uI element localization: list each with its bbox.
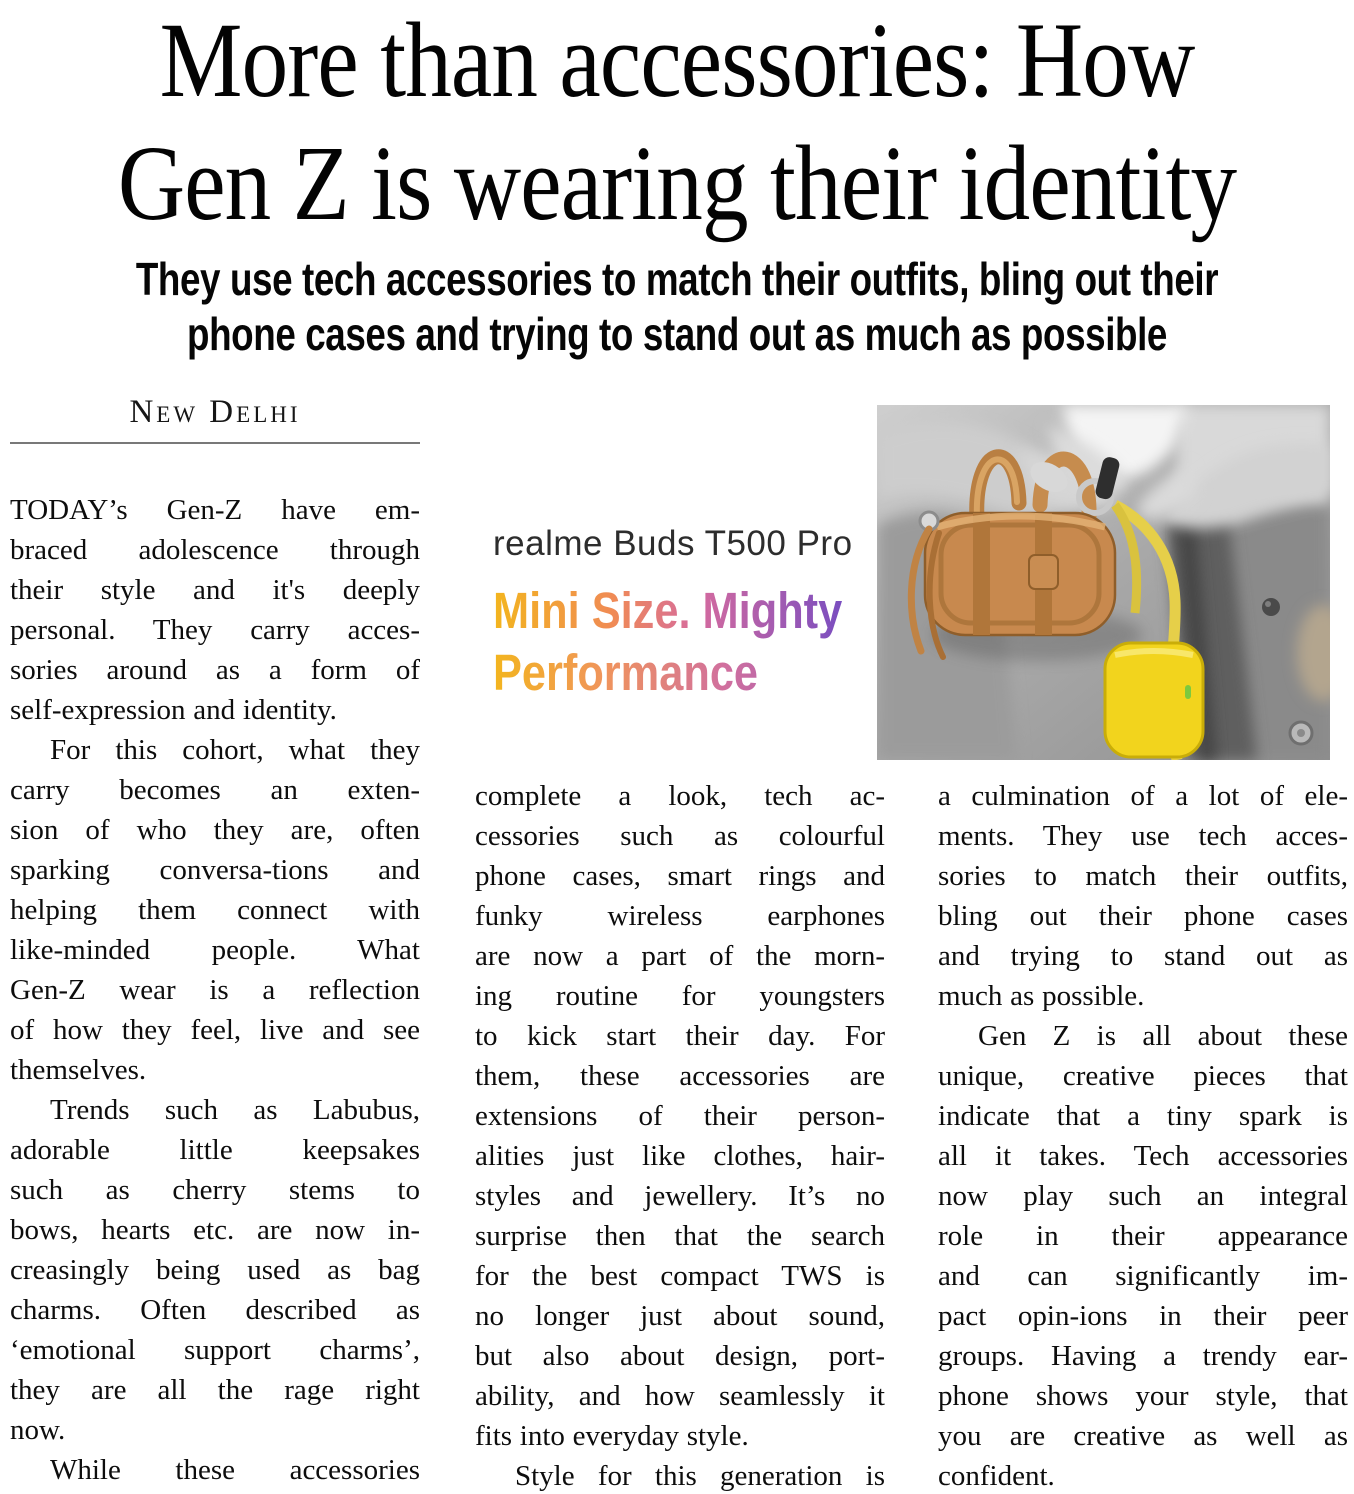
ad-tagline-line-2: Performance	[493, 642, 842, 704]
body-line: ‘emotional support charms’,	[10, 1334, 420, 1366]
body-line: funky wireless earphones	[475, 900, 885, 932]
body-line: Gen-Z wear is a reflection	[10, 974, 420, 1006]
yellow-earbuds-case	[1105, 643, 1203, 757]
body-line: indicate that a tiny spark is	[938, 1100, 1348, 1132]
body-line: creasingly being used as bag	[10, 1254, 420, 1286]
body-line: Trends such as Labubus,	[50, 1094, 420, 1126]
body-line: for the best compact TWS is	[475, 1260, 885, 1292]
ad-copy	[493, 524, 904, 704]
body-line: sion of who they are, often	[10, 814, 420, 846]
body-column-2	[475, 776, 885, 1494]
body-line: braced adolescence through	[10, 534, 420, 566]
body-line: cessories such as colourful	[475, 820, 885, 852]
ad-tagline	[493, 580, 904, 704]
body-line: For this cohort, what they	[50, 734, 420, 766]
body-line: extensions of their person-	[475, 1100, 885, 1132]
body-line: pact opin-ions in their peer	[938, 1300, 1348, 1332]
ad-product-name: realme Buds T500 Pro	[493, 524, 853, 563]
body-line: role in their appearance	[938, 1220, 1348, 1252]
body-line: ability, and how seamlessly it	[475, 1380, 885, 1412]
body-line: unique, creative pieces that	[938, 1060, 1348, 1092]
body-column-1	[10, 490, 420, 1490]
body-line: adorable little keepsakes	[10, 1134, 420, 1166]
body-line: now.	[10, 1414, 66, 1446]
body-line: Gen Z is all about these	[978, 1020, 1348, 1052]
subheadline-line-2: phone cases and trying to stand out as much as possible	[186, 308, 1167, 360]
body-line: such as cherry stems to	[10, 1174, 420, 1206]
body-line: ments. They use tech acces-	[938, 820, 1348, 852]
body-line: bling out their phone cases	[938, 900, 1348, 932]
subheadline-line-1: They use tech accessories to match their outfits, bling out their	[135, 253, 1219, 305]
body-line: Style for this generation is	[515, 1460, 885, 1492]
body-line: all it takes. Tech accessories	[938, 1140, 1348, 1172]
body-line: and can significantly im-	[938, 1260, 1348, 1292]
body-line: complete a look, tech ac-	[475, 780, 885, 812]
headline	[0, 0, 1354, 246]
body-line: a culmination of a lot of ele-	[938, 780, 1348, 812]
subheadline	[0, 252, 1354, 362]
case-led	[1185, 685, 1191, 699]
body-line: TODAY’s Gen-Z have em-	[10, 494, 420, 526]
ad-photo	[877, 405, 1330, 760]
dateline-text: New Delhi	[129, 394, 301, 430]
headline-line-2: Gen Z is wearing their identity	[117, 125, 1237, 243]
body-line: no longer just about sound,	[475, 1300, 885, 1332]
body-line: alities just like clothes, hair-	[475, 1140, 885, 1172]
body-line: phone cases, smart rings and	[475, 860, 885, 892]
body-line: styles and jewellery. It’s no	[475, 1180, 885, 1212]
body-line: confident.	[938, 1460, 1055, 1492]
body-line: phone shows your style, that	[938, 1380, 1348, 1412]
body-line: their style and it's deeply	[10, 574, 420, 606]
body-line: to kick start their day. For	[475, 1020, 885, 1052]
body-line: they are all the rage right	[10, 1374, 420, 1406]
dateline-rule	[10, 442, 420, 444]
body-line: sories around as a form of	[10, 654, 420, 686]
body-line: charms. Often described as	[10, 1294, 420, 1326]
body-line: them, these accessories are	[475, 1060, 885, 1092]
body-line: you are creative as well as	[938, 1420, 1348, 1452]
body-line: surprise then that the search	[475, 1220, 885, 1252]
dateline	[10, 394, 420, 444]
body-line: and trying to stand out as	[938, 940, 1348, 972]
body-line: personal. They carry acces-	[10, 614, 420, 646]
body-line: bows, hearts etc. are now in-	[10, 1214, 420, 1246]
body-line: much as possible.	[938, 980, 1145, 1012]
body-line: are now a part of the morn-	[475, 940, 885, 972]
ad-tagline-line-1: Mini Size. Mighty	[493, 580, 842, 642]
body-line: sparking conversa-tions and	[10, 854, 420, 886]
body-line: ing routine for youngsters	[475, 980, 885, 1012]
body-column-3	[938, 776, 1348, 1494]
body-line: themselves.	[10, 1054, 147, 1086]
body-line: self-expression and identity.	[10, 694, 337, 726]
body-line: helping them connect with	[10, 894, 420, 926]
body-line: like-minded people. What	[10, 934, 420, 966]
body-line: fits into everyday style.	[475, 1420, 749, 1452]
jacket-snap-button	[1262, 598, 1280, 616]
body-line: groups. Having a trendy ear-	[938, 1340, 1348, 1372]
body-line: While these accessories	[50, 1454, 420, 1486]
body-line: of how they feel, live and see	[10, 1014, 420, 1046]
body-line: sories to match their outfits,	[938, 860, 1348, 892]
body-line: carry becomes an exten-	[10, 774, 420, 806]
body-line: now play such an integral	[938, 1180, 1348, 1212]
headline-line-1: More than accessories: How	[159, 2, 1195, 120]
body-line: but also about design, port-	[475, 1340, 885, 1372]
